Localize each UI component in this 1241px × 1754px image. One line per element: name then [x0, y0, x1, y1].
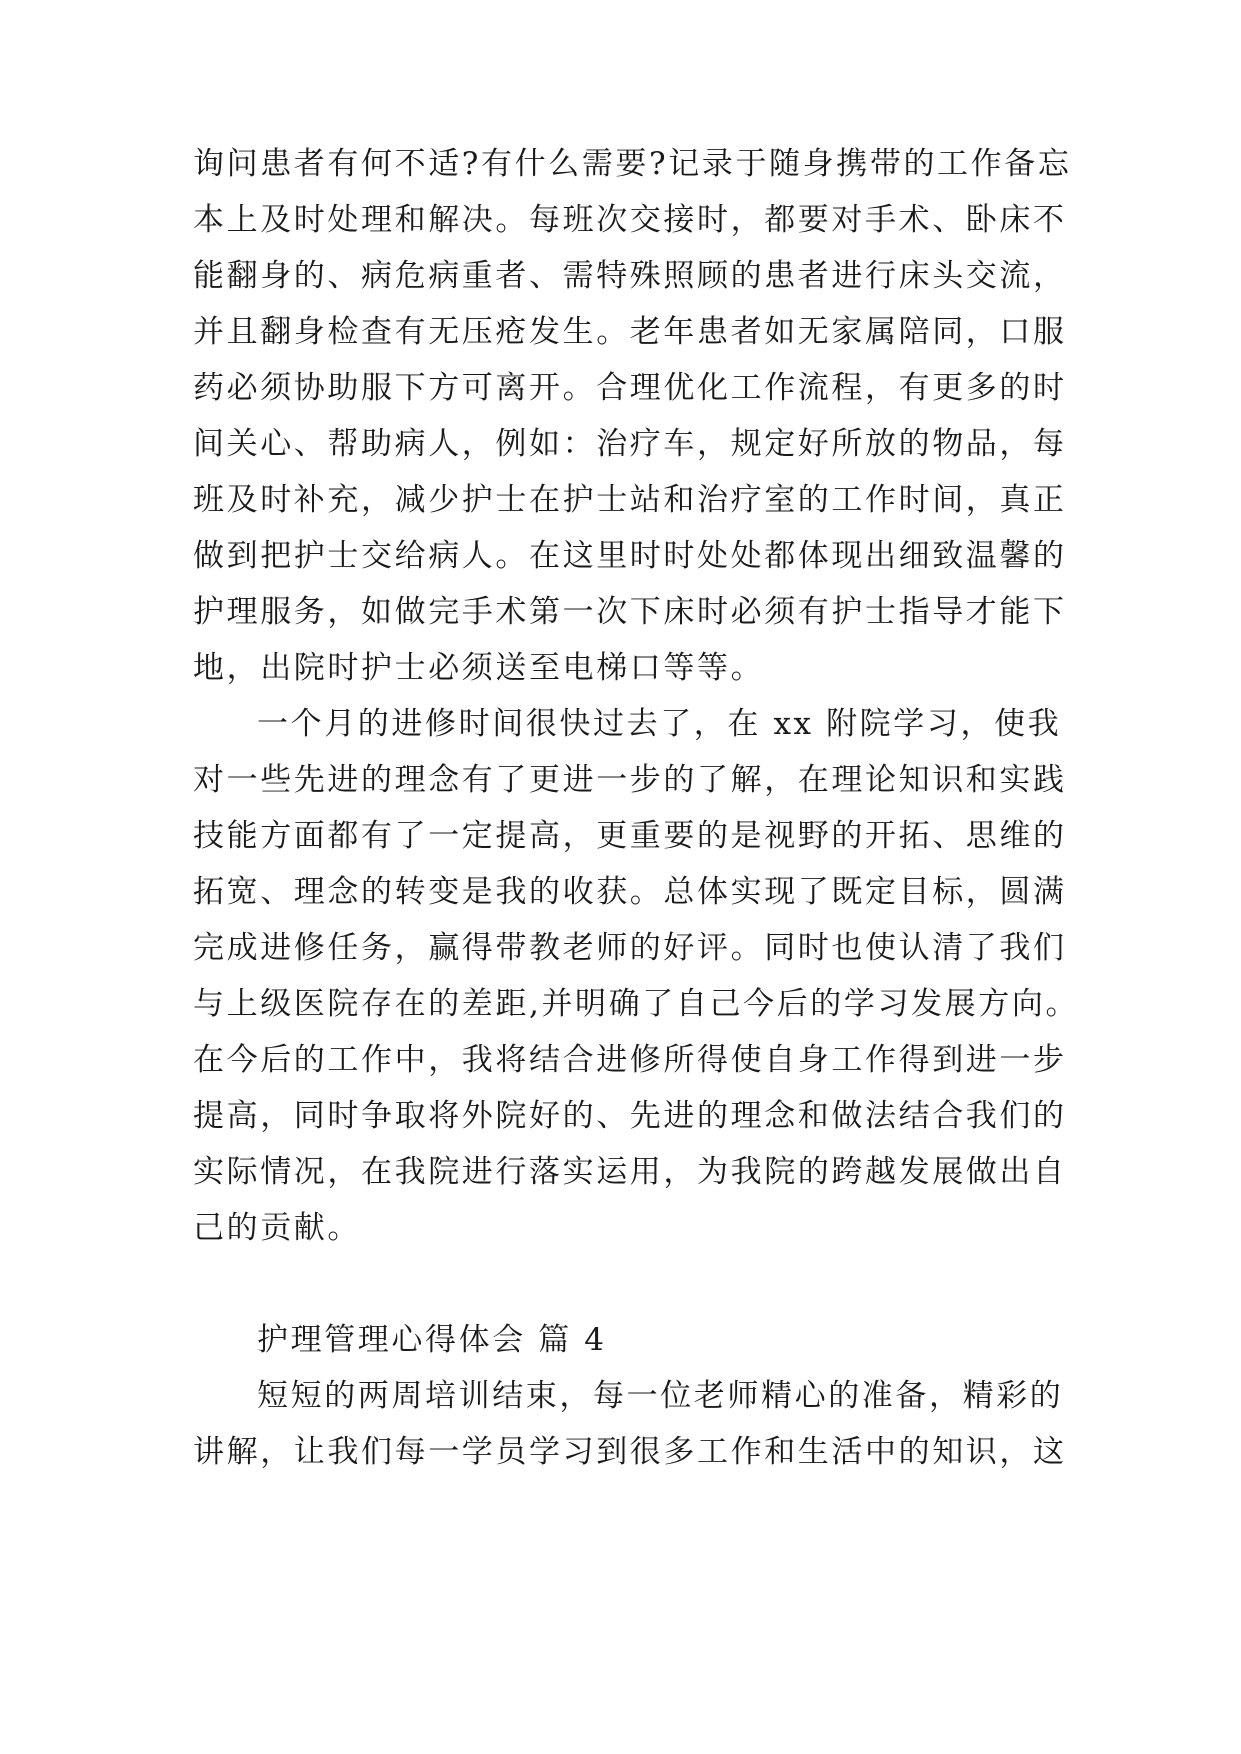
paragraph-line: 拓宽、理念的转变是我的收获。总体实现了既定目标，圆满: [193, 874, 1067, 910]
paragraph-line: 班及时补充，减少护士在护士站和治疗室的工作时间，真正: [193, 482, 1067, 518]
paragraph-line: 能翻身的、病危病重者、需特殊照顾的患者进行床头交流，: [193, 258, 1067, 294]
paragraph-line: 完成进修任务，赢得带教老师的好评。同时也使认清了我们: [193, 930, 1067, 966]
paragraph-line: 己的贡献。: [193, 1210, 361, 1246]
paragraph-line: 药必须协助服下方可离开。合理优化工作流程，有更多的时: [193, 370, 1067, 406]
paragraph-line: 短短的两周培训结束，每一位老师精心的准备，精彩的: [257, 1378, 1064, 1414]
paragraph-line: 一个月的进修时间很快过去了，在 xx 附院学习，使我: [257, 706, 1062, 742]
paragraph-line: 做到把护士交给病人。在这里时时处处都体现出细致温馨的: [193, 538, 1067, 574]
paragraph-line: 讲解，让我们每一学员学习到很多工作和生活中的知识，这: [193, 1434, 1067, 1470]
paragraph-line: 实际情况，在我院进行落实运用，为我院的跨越发展做出自: [193, 1154, 1067, 1190]
paragraph-line: 间关心、帮助病人，例如：治疗车，规定好所放的物品，每: [193, 426, 1067, 462]
paragraph-line: 护理服务，如做完手术第一次下床时必须有护士指导才能下: [193, 594, 1067, 630]
paragraph-line: 提高，同时争取将外院好的、先进的理念和做法结合我们的: [193, 1098, 1067, 1134]
paragraph-line: 本上及时处理和解决。每班次交接时，都要对手术、卧床不: [193, 202, 1067, 238]
paragraph-line: 对一些先进的理念有了更进一步的了解，在理论知识和实践: [193, 762, 1067, 798]
paragraph-line: 与上级医院存在的差距,并明确了自己今后的学习发展方向。: [193, 986, 1080, 1022]
paragraph-line: 地，出院时护士必须送至电梯口等等。: [193, 650, 765, 686]
paragraph-line: 技能方面都有了一定提高，更重要的是视野的开拓、思维的: [193, 818, 1067, 854]
paragraph-line: 询问患者有何不适?有什么需要?记录于随身携带的工作备忘: [193, 146, 1072, 182]
paragraph-line: 在今后的工作中，我将结合进修所得使自身工作得到进一步: [193, 1042, 1067, 1078]
section-heading: 护理管理心得体会 篇 4: [257, 1322, 607, 1358]
paragraph-line: 并且翻身检查有无压疮发生。老年患者如无家属陪同，口服: [193, 314, 1067, 350]
